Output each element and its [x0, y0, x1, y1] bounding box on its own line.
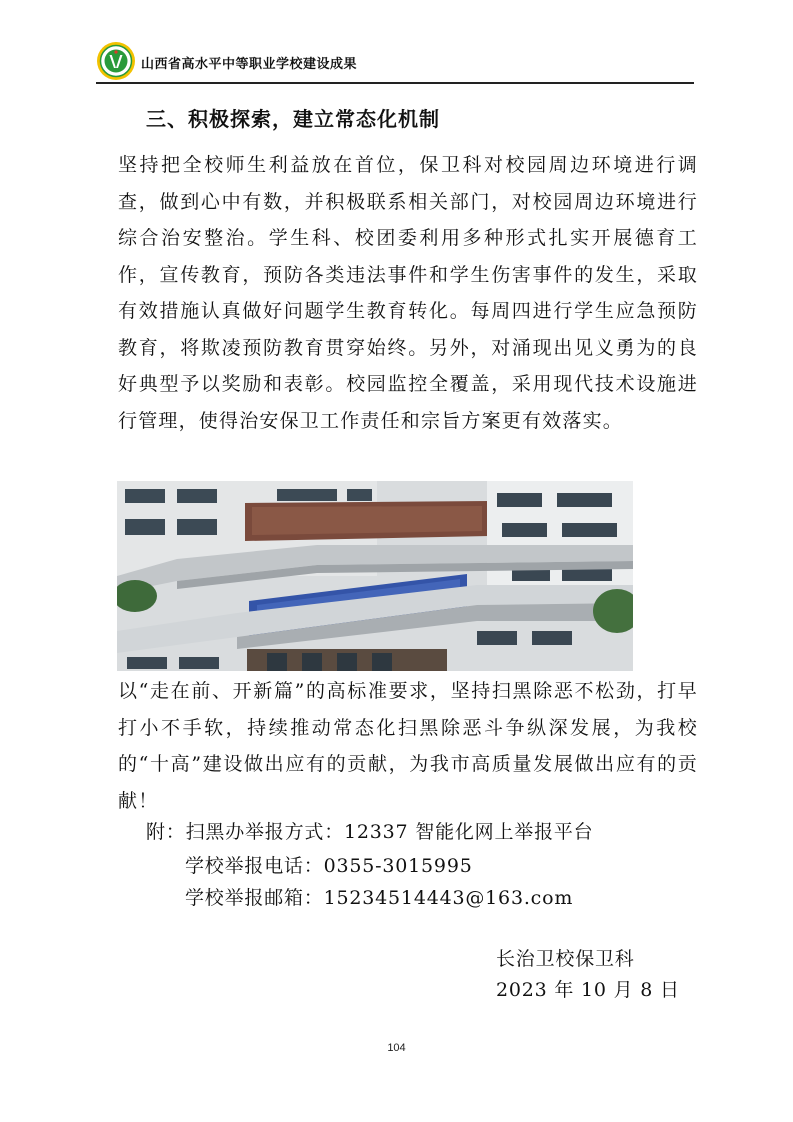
section-heading: 三、积极探索，建立常态化机制 — [146, 107, 440, 131]
campus-building-image — [117, 481, 633, 671]
header-title: 山西省高水平中等职业学校建设成果 — [141, 57, 358, 72]
page-header — [96, 40, 694, 84]
paragraph-commitment: 以“走在前、开新篇”的高标准要求，坚持扫黑除恶不松劲，打早打小不手软，持续推动常态化扫黑除恶斗争纵深发展，为我校的“十高”建设做出应有的贡献，为我市高质量发展做出应有的贡献！ — [118, 680, 698, 812]
signature-org: 长治卫校保卫科 — [496, 948, 635, 970]
paragraph-measures: 坚持把全校师生利益放在首位，保卫科对校园周边环境进行调查，做到心中有数，并积极联系相关部门，对校园周边环境进行综合治安整治。学生科、校团委利用多种形式扎实开展德育工作，宣传教育，预防各类违法事件和学生伤害事件的发生，采取有效措施认真做好问题学生教育转化。每周四进行学生应急预防教育，将欺凌预防教育贯穿始终。另外，对涌现出见义勇为的良好典型予以奖励和表彰。校园监控全覆盖，采用现代技术设施进行管理，使得治安保卫工作责任和宗旨方案更有效落实。 — [118, 154, 698, 432]
campus-photo — [117, 481, 633, 671]
report-hotline: 附：扫黑办举报方式：12337 智能化网上举报平台 — [146, 821, 594, 843]
signature-date: 2023 年 10 月 8 日 — [496, 979, 680, 1001]
page-number: 104 — [387, 1042, 406, 1054]
school-logo-icon — [96, 41, 136, 81]
report-email: 学校举报邮箱：15234514443@163.com — [185, 887, 574, 909]
report-phone: 学校举报电话：0355-3015995 — [185, 855, 473, 877]
header-divider — [96, 82, 694, 84]
